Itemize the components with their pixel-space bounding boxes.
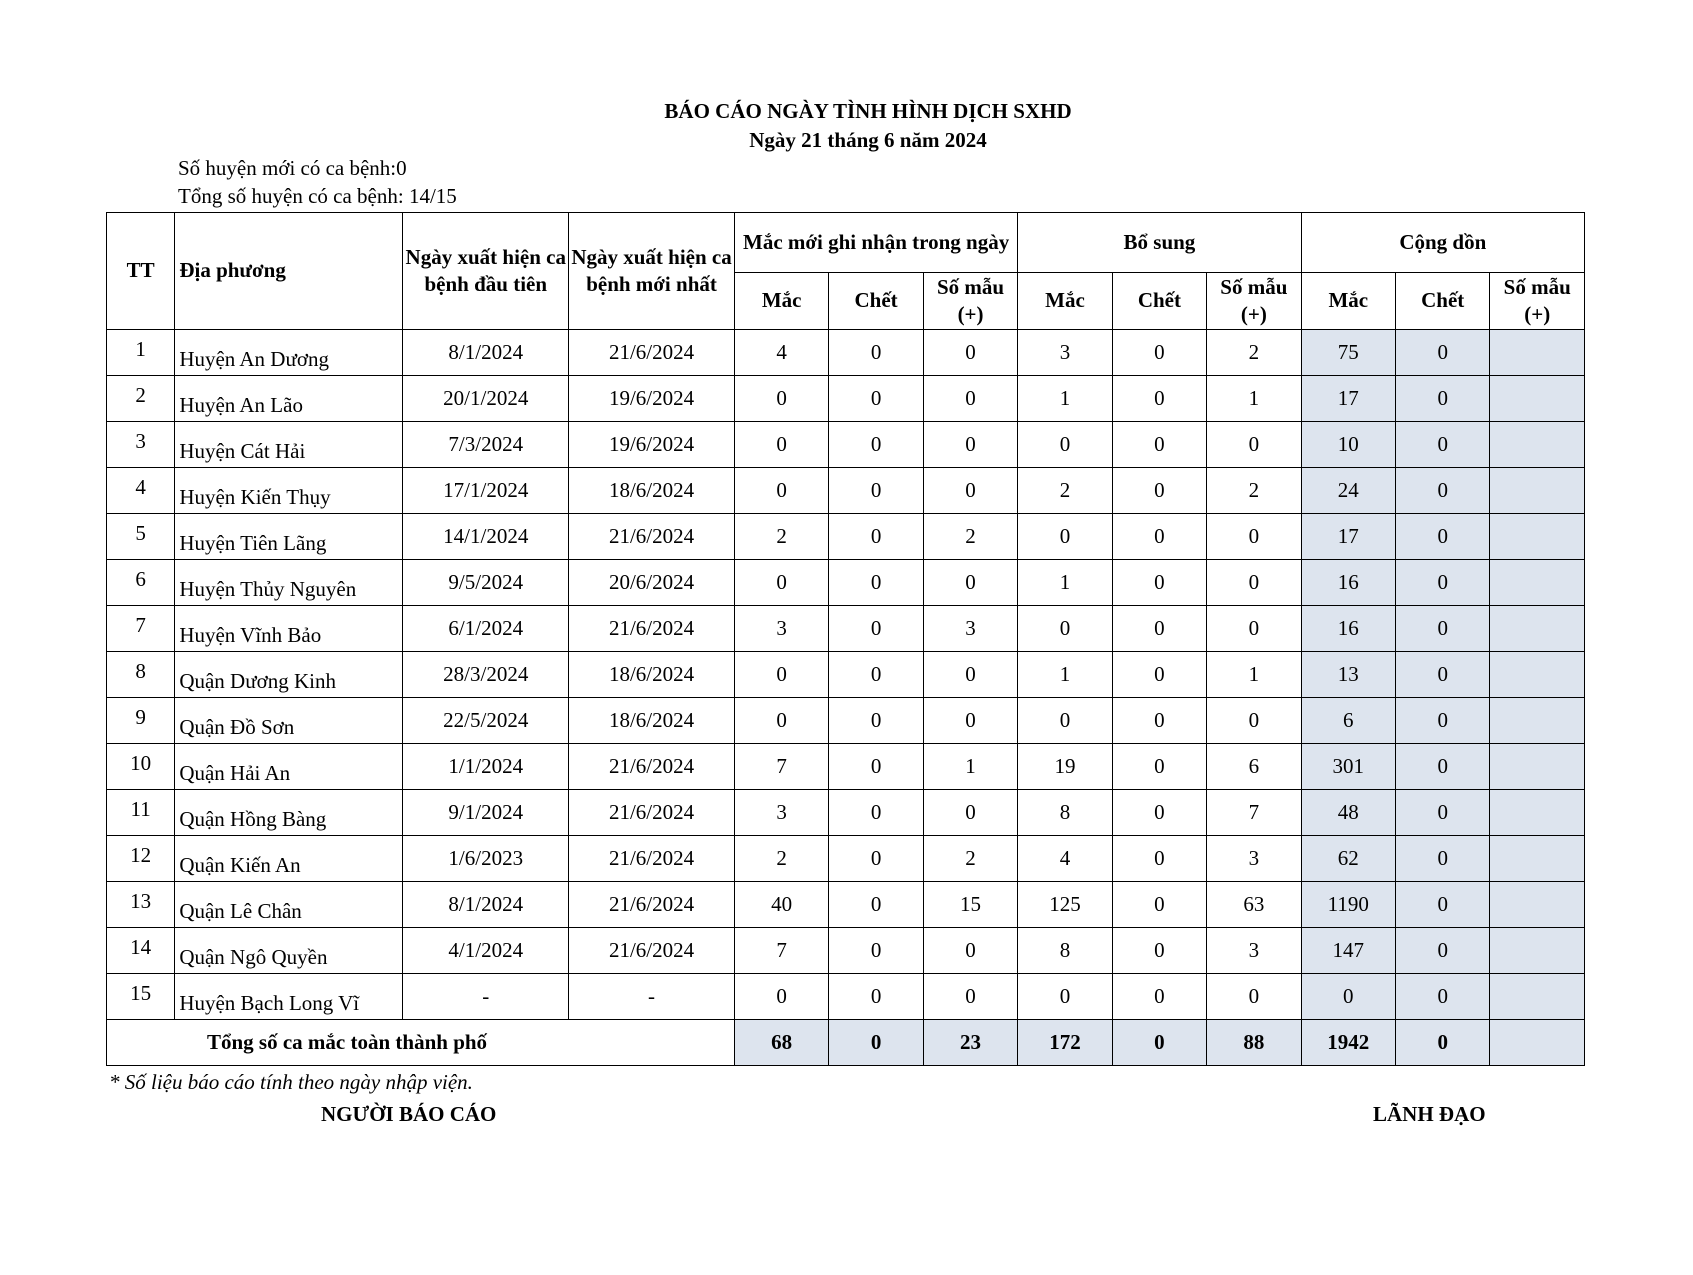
row-cum-samples: [1490, 514, 1585, 560]
row-sup-cases: 4: [1018, 836, 1112, 882]
row-sup-samples: 2: [1207, 468, 1301, 514]
row-new-cases: 0: [734, 698, 828, 744]
row-sup-deaths: 0: [1112, 882, 1206, 928]
row-sup-cases: 0: [1018, 514, 1112, 560]
row-sup-deaths: 0: [1112, 514, 1206, 560]
row-new-deaths: 0: [829, 652, 923, 698]
row-tt: 6: [107, 560, 175, 606]
row-latest-date: 21/6/2024: [569, 882, 735, 928]
row-locality: Quận Lê Chân: [175, 882, 403, 928]
row-cum-deaths: 0: [1396, 698, 1490, 744]
row-sup-samples: 0: [1207, 698, 1301, 744]
row-cum-cases: 147: [1301, 928, 1395, 974]
row-new-cases: 2: [734, 836, 828, 882]
header-new-deaths: Chết: [829, 273, 923, 330]
row-tt: 3: [107, 422, 175, 468]
row-cum-cases: 17: [1301, 514, 1395, 560]
row-sup-deaths: 0: [1112, 928, 1206, 974]
row-sup-samples: 0: [1207, 560, 1301, 606]
row-first-date: 17/1/2024: [403, 468, 569, 514]
row-new-cases: 0: [734, 376, 828, 422]
row-locality: Quận Kiến An: [175, 836, 403, 882]
row-new-samples: 0: [923, 928, 1017, 974]
row-sup-deaths: 0: [1112, 560, 1206, 606]
table-row: [107, 698, 1585, 744]
row-sup-samples: 63: [1207, 882, 1301, 928]
row-cum-deaths: 0: [1396, 422, 1490, 468]
row-cum-samples: [1490, 422, 1585, 468]
row-cum-samples: [1490, 606, 1585, 652]
row-locality: Huyện Vĩnh Bảo: [175, 606, 403, 652]
reporter-signature-label: NGƯỜI BÁO CÁO: [321, 1102, 497, 1126]
row-cum-deaths: 0: [1396, 652, 1490, 698]
row-new-cases: 7: [734, 744, 828, 790]
row-sup-deaths: 0: [1112, 652, 1206, 698]
row-new-samples: 0: [923, 422, 1017, 468]
row-cum-samples: [1490, 652, 1585, 698]
row-cum-samples: [1490, 882, 1585, 928]
row-sup-deaths: 0: [1112, 606, 1206, 652]
row-new-deaths: 0: [829, 790, 923, 836]
row-first-date: 22/5/2024: [403, 698, 569, 744]
row-locality: Quận Dương Kinh: [175, 652, 403, 698]
row-cum-deaths: 0: [1396, 606, 1490, 652]
header-cum-deaths: Chết: [1396, 273, 1490, 330]
row-sup-cases: 1: [1018, 560, 1112, 606]
row-tt: 8: [107, 652, 175, 698]
row-new-cases: 0: [734, 652, 828, 698]
row-cum-samples: [1490, 560, 1585, 606]
row-sup-samples: 1: [1207, 652, 1301, 698]
row-new-deaths: 0: [829, 376, 923, 422]
row-cum-cases: 16: [1301, 606, 1395, 652]
row-new-cases: 0: [734, 560, 828, 606]
row-sup-samples: 0: [1207, 514, 1301, 560]
report-table: [106, 212, 1585, 1066]
row-sup-deaths: 0: [1112, 974, 1206, 1020]
header-sup-cases: Mắc: [1018, 273, 1112, 330]
row-first-date: 20/1/2024: [403, 376, 569, 422]
row-tt: 11: [107, 790, 175, 836]
row-latest-date: 21/6/2024: [569, 836, 735, 882]
row-new-samples: 2: [923, 514, 1017, 560]
row-cum-deaths: 0: [1396, 974, 1490, 1020]
row-tt: 5: [107, 514, 175, 560]
table-row: [107, 468, 1585, 514]
row-first-date: -: [403, 974, 569, 1020]
row-new-deaths: 0: [829, 928, 923, 974]
row-sup-samples: 3: [1207, 928, 1301, 974]
row-cum-cases: 75: [1301, 330, 1395, 376]
row-latest-date: 20/6/2024: [569, 560, 735, 606]
row-tt: 14: [107, 928, 175, 974]
row-new-deaths: 0: [829, 882, 923, 928]
row-cum-deaths: 0: [1396, 560, 1490, 606]
table-row: [107, 606, 1585, 652]
row-sup-cases: 0: [1018, 698, 1112, 744]
row-first-date: 28/3/2024: [403, 652, 569, 698]
row-sup-cases: 125: [1018, 882, 1112, 928]
row-sup-deaths: 0: [1112, 422, 1206, 468]
row-new-deaths: 0: [829, 836, 923, 882]
row-sup-samples: 0: [1207, 974, 1301, 1020]
row-latest-date: 21/6/2024: [569, 928, 735, 974]
row-sup-deaths: 0: [1112, 376, 1206, 422]
row-latest-date: 21/6/2024: [569, 330, 735, 376]
row-cum-deaths: 0: [1396, 514, 1490, 560]
total-sup-samples: 88: [1207, 1020, 1301, 1066]
row-sup-samples: 1: [1207, 376, 1301, 422]
row-first-date: 9/1/2024: [403, 790, 569, 836]
row-new-cases: 3: [734, 606, 828, 652]
total-label: Tổng số ca mắc toàn thành phố: [107, 1020, 735, 1066]
row-new-samples: 0: [923, 698, 1017, 744]
header-tt: TT: [107, 213, 175, 330]
row-new-cases: 7: [734, 928, 828, 974]
header-first-date: Ngày xuất hiện ca bệnh đầu tiên: [403, 213, 569, 330]
row-locality: Huyện Kiến Thụy: [175, 468, 403, 514]
row-locality: Huyện Cát Hải: [175, 422, 403, 468]
row-new-deaths: 0: [829, 514, 923, 560]
row-sup-cases: 8: [1018, 790, 1112, 836]
row-new-samples: 0: [923, 790, 1017, 836]
header-new-samples: Số mẫu (+): [923, 273, 1017, 330]
table-row: [107, 376, 1585, 422]
table-row: [107, 974, 1585, 1020]
row-tt: 15: [107, 974, 175, 1020]
row-new-deaths: 0: [829, 974, 923, 1020]
header-sup-deaths: Chết: [1112, 273, 1206, 330]
table-row: [107, 744, 1585, 790]
row-latest-date: 21/6/2024: [569, 790, 735, 836]
row-new-samples: 1: [923, 744, 1017, 790]
table-row: [107, 882, 1585, 928]
row-latest-date: 19/6/2024: [569, 376, 735, 422]
row-new-deaths: 0: [829, 744, 923, 790]
row-cum-samples: [1490, 928, 1585, 974]
report-title: BÁO CÁO NGÀY TÌNH HÌNH DỊCH SXHD: [664, 99, 1072, 123]
row-sup-samples: 0: [1207, 422, 1301, 468]
row-cum-cases: 17: [1301, 376, 1395, 422]
row-locality: Huyện An Dương: [175, 330, 403, 376]
row-sup-cases: 1: [1018, 652, 1112, 698]
row-new-samples: 0: [923, 560, 1017, 606]
row-latest-date: 18/6/2024: [569, 698, 735, 744]
row-first-date: 8/1/2024: [403, 330, 569, 376]
row-latest-date: 21/6/2024: [569, 744, 735, 790]
row-cum-cases: 48: [1301, 790, 1395, 836]
total-cum-cases: 1942: [1301, 1020, 1395, 1066]
row-tt: 10: [107, 744, 175, 790]
footnote: * Số liệu báo cáo tính theo ngày nhập viện.: [109, 1070, 473, 1094]
row-latest-date: -: [569, 974, 735, 1020]
row-sup-cases: 0: [1018, 606, 1112, 652]
row-first-date: 7/3/2024: [403, 422, 569, 468]
header-cum-cases: Mắc: [1301, 273, 1395, 330]
row-cum-samples: [1490, 330, 1585, 376]
row-new-cases: 0: [734, 974, 828, 1020]
row-tt: 13: [107, 882, 175, 928]
row-sup-samples: 7: [1207, 790, 1301, 836]
row-new-deaths: 0: [829, 468, 923, 514]
row-sup-cases: 0: [1018, 974, 1112, 1020]
row-first-date: 1/1/2024: [403, 744, 569, 790]
header-cum-samples: Số mẫu (+): [1490, 273, 1585, 330]
row-sup-cases: 8: [1018, 928, 1112, 974]
row-locality: Quận Ngô Quyền: [175, 928, 403, 974]
header-locality: Địa phương: [175, 213, 403, 330]
header-sup-samples: Số mẫu (+): [1207, 273, 1301, 330]
row-new-samples: 0: [923, 468, 1017, 514]
row-cum-cases: 0: [1301, 974, 1395, 1020]
table-row: [107, 836, 1585, 882]
row-sup-deaths: 0: [1112, 468, 1206, 514]
row-new-deaths: 0: [829, 698, 923, 744]
row-sup-deaths: 0: [1112, 790, 1206, 836]
row-new-samples: 0: [923, 974, 1017, 1020]
row-cum-deaths: 0: [1396, 836, 1490, 882]
table-row: [107, 560, 1585, 606]
row-sup-cases: 19: [1018, 744, 1112, 790]
row-latest-date: 21/6/2024: [569, 606, 735, 652]
table-row: [107, 790, 1585, 836]
total-sup-deaths: 0: [1112, 1020, 1206, 1066]
row-locality: Quận Hồng Bàng: [175, 790, 403, 836]
row-new-cases: 40: [734, 882, 828, 928]
total-sup-cases: 172: [1018, 1020, 1112, 1066]
table-row: [107, 652, 1585, 698]
row-latest-date: 18/6/2024: [569, 652, 735, 698]
row-new-samples: 0: [923, 376, 1017, 422]
row-first-date: 8/1/2024: [403, 882, 569, 928]
total-new-deaths: 0: [829, 1020, 923, 1066]
table-row: [107, 422, 1585, 468]
table-row: [107, 330, 1585, 376]
row-tt: 12: [107, 836, 175, 882]
row-first-date: 14/1/2024: [403, 514, 569, 560]
row-cum-cases: 6: [1301, 698, 1395, 744]
row-locality: Quận Đồ Sơn: [175, 698, 403, 744]
row-sup-samples: 0: [1207, 606, 1301, 652]
row-cum-cases: 24: [1301, 468, 1395, 514]
row-cum-deaths: 0: [1396, 330, 1490, 376]
row-cum-deaths: 0: [1396, 468, 1490, 514]
row-locality: Quận Hải An: [175, 744, 403, 790]
row-tt: 1: [107, 330, 175, 376]
row-sup-samples: 2: [1207, 330, 1301, 376]
row-first-date: 1/6/2023: [403, 836, 569, 882]
row-cum-deaths: 0: [1396, 882, 1490, 928]
row-cum-cases: 62: [1301, 836, 1395, 882]
row-sup-deaths: 0: [1112, 836, 1206, 882]
row-tt: 2: [107, 376, 175, 422]
row-new-cases: 0: [734, 468, 828, 514]
row-new-deaths: 0: [829, 606, 923, 652]
row-new-cases: 4: [734, 330, 828, 376]
header-new-cases: Mắc: [734, 273, 828, 330]
row-cum-cases: 10: [1301, 422, 1395, 468]
row-new-deaths: 0: [829, 560, 923, 606]
row-cum-samples: [1490, 974, 1585, 1020]
row-new-samples: 3: [923, 606, 1017, 652]
row-tt: 9: [107, 698, 175, 744]
header-new-in-day: Mắc mới ghi nhận trong ngày: [734, 213, 1017, 273]
row-first-date: 9/5/2024: [403, 560, 569, 606]
row-new-samples: 0: [923, 330, 1017, 376]
row-cum-deaths: 0: [1396, 744, 1490, 790]
row-cum-samples: [1490, 468, 1585, 514]
row-latest-date: 19/6/2024: [569, 422, 735, 468]
row-new-samples: 15: [923, 882, 1017, 928]
row-cum-samples: [1490, 376, 1585, 422]
table-row: [107, 928, 1585, 974]
total-cum-deaths: 0: [1396, 1020, 1490, 1066]
row-first-date: 6/1/2024: [403, 606, 569, 652]
total-cum-samples: [1490, 1020, 1585, 1066]
header-latest-date: Ngày xuất hiện ca bệnh mới nhất: [569, 213, 735, 330]
row-cum-samples: [1490, 836, 1585, 882]
report-table-container: [106, 212, 1571, 1074]
header-cumulative: Cộng dồn: [1301, 213, 1584, 273]
row-cum-cases: 13: [1301, 652, 1395, 698]
row-sup-deaths: 0: [1112, 698, 1206, 744]
table-row: [107, 514, 1585, 560]
new-districts-count: Số huyện mới có ca bệnh:0: [178, 156, 407, 180]
row-new-deaths: 0: [829, 422, 923, 468]
row-cum-deaths: 0: [1396, 376, 1490, 422]
row-cum-deaths: 0: [1396, 928, 1490, 974]
row-cum-cases: 16: [1301, 560, 1395, 606]
row-locality: Huyện Thủy Nguyên: [175, 560, 403, 606]
row-sup-cases: 3: [1018, 330, 1112, 376]
row-new-cases: 2: [734, 514, 828, 560]
header-supplement: Bổ sung: [1018, 213, 1301, 273]
row-new-cases: 0: [734, 422, 828, 468]
row-cum-samples: [1490, 698, 1585, 744]
total-districts-count: Tổng số huyện có ca bệnh: 14/15: [178, 184, 457, 208]
row-cum-deaths: 0: [1396, 790, 1490, 836]
row-cum-samples: [1490, 744, 1585, 790]
row-cum-cases: 301: [1301, 744, 1395, 790]
row-locality: Huyện Bạch Long Vĩ: [175, 974, 403, 1020]
row-locality: Huyện Tiên Lãng: [175, 514, 403, 560]
row-locality: Huyện An Lão: [175, 376, 403, 422]
row-tt: 4: [107, 468, 175, 514]
row-cum-cases: 1190: [1301, 882, 1395, 928]
row-sup-deaths: 0: [1112, 744, 1206, 790]
report-date: Ngày 21 tháng 6 năm 2024: [749, 128, 987, 152]
row-sup-cases: 2: [1018, 468, 1112, 514]
row-first-date: 4/1/2024: [403, 928, 569, 974]
total-new-cases: 68: [734, 1020, 828, 1066]
row-latest-date: 21/6/2024: [569, 514, 735, 560]
row-new-samples: 2: [923, 836, 1017, 882]
total-new-samples: 23: [923, 1020, 1017, 1066]
row-new-cases: 3: [734, 790, 828, 836]
row-cum-samples: [1490, 790, 1585, 836]
total-row: [107, 1020, 1585, 1066]
row-sup-samples: 6: [1207, 744, 1301, 790]
row-new-samples: 0: [923, 652, 1017, 698]
row-sup-cases: 0: [1018, 422, 1112, 468]
row-tt: 7: [107, 606, 175, 652]
row-new-deaths: 0: [829, 330, 923, 376]
row-latest-date: 18/6/2024: [569, 468, 735, 514]
leader-signature-label: LÃNH ĐẠO: [1373, 1102, 1486, 1126]
row-sup-cases: 1: [1018, 376, 1112, 422]
row-sup-samples: 3: [1207, 836, 1301, 882]
row-sup-deaths: 0: [1112, 330, 1206, 376]
